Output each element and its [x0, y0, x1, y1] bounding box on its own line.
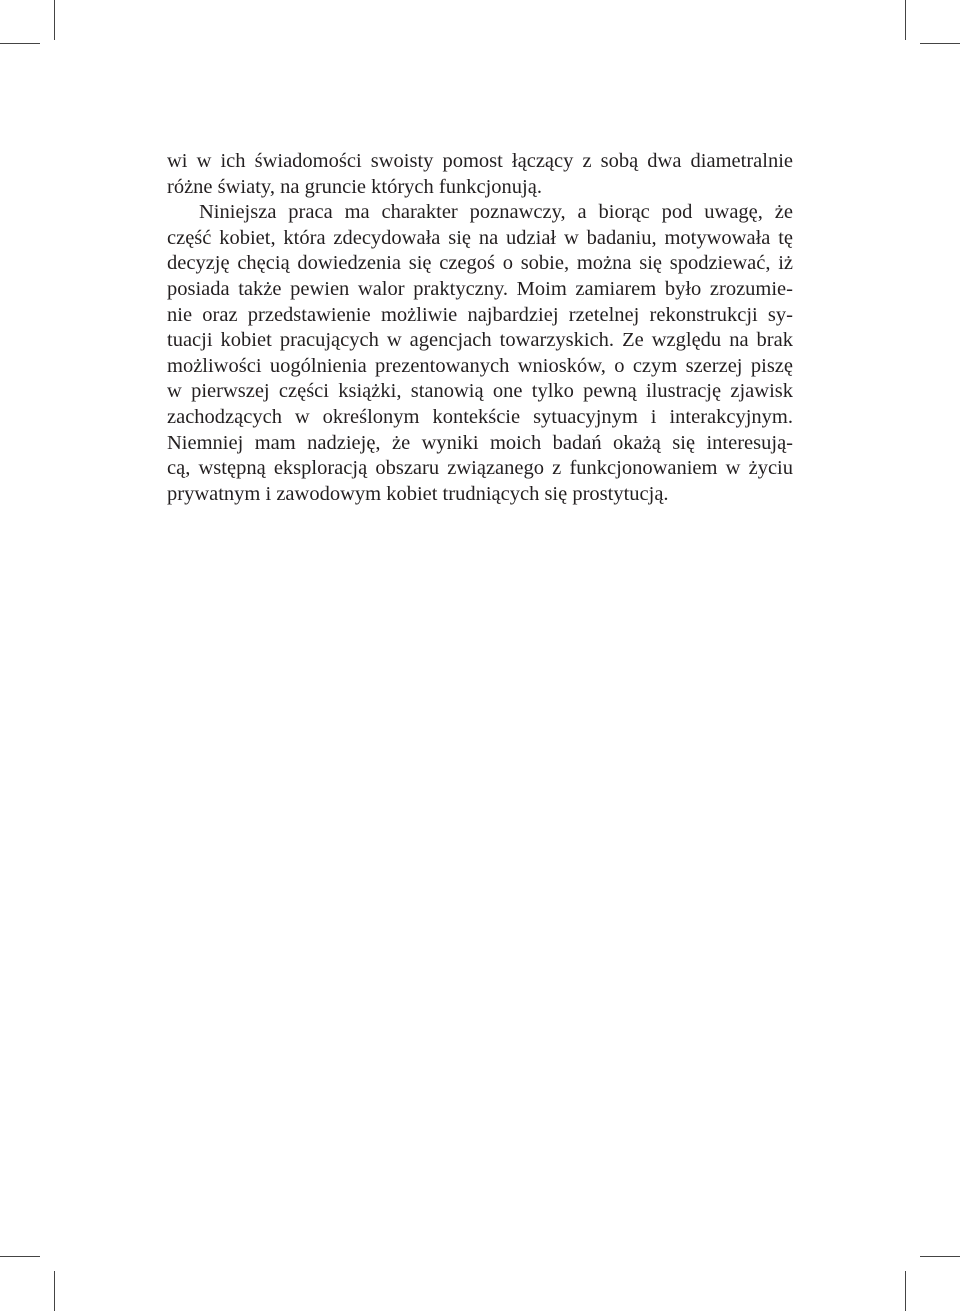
crop-mark-top-left-vertical — [54, 0, 55, 40]
text-line: wi w ich świadomości swoisty pomost łączący z sobą dwa diametralnie — [167, 150, 793, 172]
body-text — [167, 149, 793, 507]
text-line: Niniejsza praca ma charakter poznawczy, a biorąc pod uwagę, że — [199, 201, 793, 224]
text-line: nie oraz przedstawienie możliwie najbardziej rzetelnej rekonstrukcji sy- — [167, 303, 793, 326]
text-line: możliwości uogólnienia prezentowanych wniosków, o czym szerzej piszę — [167, 354, 793, 377]
crop-mark-bottom-right-horizontal — [920, 1256, 960, 1257]
crop-mark-top-left-horizontal — [0, 43, 40, 44]
text-line: tuacji kobiet pracujących w agencjach towarzyskich. Ze względu na brak — [167, 329, 793, 352]
text-line: prywatnym i zawodowym kobiet trudniących się prostytucją. — [167, 482, 669, 505]
text-line: różne światy, na gruncie których funkcjonują. — [167, 175, 542, 198]
text-line: zachodzących w określonym kontekście sytuacyjnym i interakcyjnym. — [167, 405, 793, 428]
crop-mark-bottom-left-vertical — [54, 1271, 55, 1311]
text-line: część kobiet, która zdecydowała się na udział w badaniu, motywowała tę — [167, 226, 793, 249]
text-line: cą, wstępną eksploracją obszaru związanego z funkcjonowaniem w życiu — [167, 457, 793, 480]
text-line: w pierwszej części książki, stanowią one tylko pewną ilustrację zjawisk — [167, 380, 793, 403]
text-line: Niemniej mam nadzieję, że wyniki moich badań okażą się interesują- — [167, 431, 793, 454]
text-line: decyzję chęcią dowiedzenia się czegoś o sobie, można się spodziewać, iż — [167, 252, 793, 275]
crop-mark-top-right-horizontal — [920, 43, 960, 44]
crop-mark-bottom-right-vertical — [905, 1271, 906, 1311]
text-line: posiada także pewien walor praktyczny. Moim zamiarem było zrozumie- — [167, 277, 793, 300]
crop-mark-top-right-vertical — [905, 0, 906, 40]
crop-mark-bottom-left-horizontal — [0, 1256, 40, 1257]
